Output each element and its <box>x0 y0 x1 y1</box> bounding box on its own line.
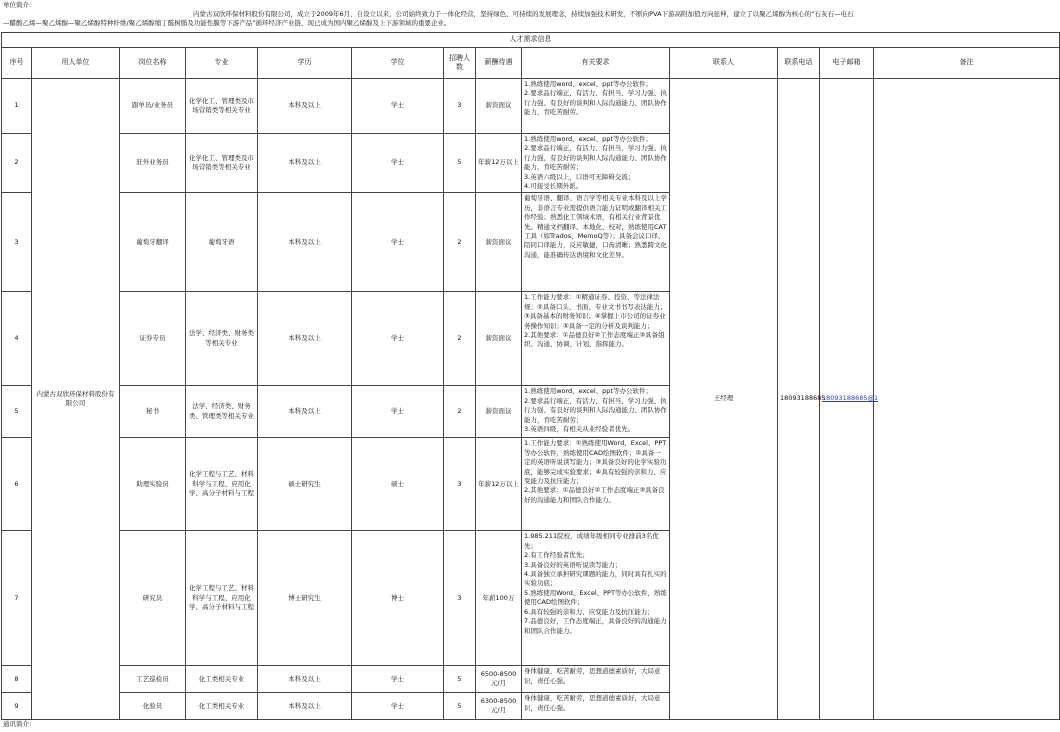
header-cell: 序号 <box>2 48 32 79</box>
intro-text-1: 内蒙古双欣环保材料股份有限公司，成立于2009年6月，自设立以来，公司始终致力于一体化经营，坚持绿色、可持续的发展理念，持续加强技术研发，不断向PVA下游高附加值方向延伸，建立了以聚乙烯醇为核心的“石灰石—电石 <box>193 10 854 18</box>
row-number-cell: 9 <box>2 693 32 720</box>
education-cell: 硕士研究生 <box>258 438 352 531</box>
header-cell: 联系电话 <box>778 48 820 79</box>
company-intro <box>0 0 960 32</box>
degree-cell: 学士 <box>352 693 444 720</box>
salary-cell: 6500-8500元/月 <box>476 666 522 693</box>
position-cell: 驻外业务员 <box>120 134 186 193</box>
salary-cell: 薪资面议 <box>476 193 522 292</box>
talent-demand-table <box>1 32 1060 720</box>
requirement-line: 2.要求品行端正、有活力、有担当、学习力强、执行力强、有良好的谈判和人际沟通能力、团队协作能力，肯吃苦耐劳； <box>524 396 667 424</box>
requirements-cell <box>522 193 670 292</box>
email-cell <box>820 79 879 720</box>
major-cell: 法学、经济类、财务类、管理类等相关专业 <box>186 386 258 438</box>
requirement-line: 2.其他要求：①品德良好②工作态度端正③具备组织、沟通、协调、计划、指挥能力。 <box>524 331 665 349</box>
requirement-line: 6.具有较强的亲和力、应变能力及抗压能力； <box>524 607 654 616</box>
requirement-line: 7.品德良好，工作态度端正，具备良好的沟通能力和团队合作能力。 <box>524 617 667 635</box>
degree-cell: 学士 <box>352 193 444 292</box>
degree-cell: 学士 <box>352 134 444 193</box>
header-cell: 学历 <box>258 48 352 79</box>
headcount-cell: 5 <box>444 134 476 193</box>
headcount-cell: 5 <box>444 693 476 720</box>
salary-cell: 年薪12万以上 <box>476 438 522 531</box>
major-cell: 化学工程与工艺、材料科学与工程、应用化学、高分子材料与工程 <box>186 531 258 666</box>
header-cell: 岗位名称 <box>120 48 186 79</box>
education-cell: 本科及以上 <box>258 292 352 386</box>
contact-person-cell: 王经理 <box>670 79 778 720</box>
header-cell: 专业 <box>186 48 258 79</box>
major-cell: 化工类相关专业 <box>186 693 258 720</box>
requirement-line: 3.英语四级，有相关从业经验者优先。 <box>524 425 635 434</box>
position-cell: 研究员 <box>120 531 186 666</box>
requirements-cell <box>522 292 670 386</box>
degree-cell: 学士 <box>352 292 444 386</box>
requirement-line: 4.可接受长期外派。 <box>524 182 583 191</box>
requirement-line: 身体健康，吃苦耐劳，思想道德素质好，大局意识，责任心强。 <box>524 667 661 685</box>
requirement-line: 1.工作能力要求：①精通证券、投资、等法律法规；②具备口头、书面、专业文书书写表达能力；③具备基本的财务知识；④掌握上市公司的证券业务操作知识；⑤具备一定的分析及谈判能力； <box>524 293 667 330</box>
requirements-cell <box>522 438 670 531</box>
major-cell: 法学、经济类、财务类等相关专业 <box>186 292 258 386</box>
requirement-line: 1.工作能力要求：①熟练使用Word、Excel、PPT等办公软件，熟练使用CAD绘图软件；②具备一定的英语听说读写能力；③具备良好的化学实验功底，能够完成实验要求；④具有较强的亲和力、应变能力及抗压能力； <box>524 439 667 486</box>
row-number-cell: 7 <box>2 531 32 666</box>
requirement-line: 2.要求品行端正、有活力、有担当、学习力强、执行力强、有良好的谈判和人际沟通能力、团队协作能力，肯吃苦耐劳。 <box>524 89 667 117</box>
requirement-line: 3.英语六级以上，口语可无障碍交流； <box>524 172 635 181</box>
education-cell: 本科及以上 <box>258 134 352 193</box>
education-cell: 本科及以上 <box>258 666 352 693</box>
row-number-cell: 2 <box>2 134 32 193</box>
position-cell: 跟单员/业务员 <box>120 79 186 134</box>
degree-cell: 博士 <box>352 531 444 666</box>
degree-cell: 学士 <box>352 79 444 134</box>
degree-cell: 学士 <box>352 666 444 693</box>
education-cell: 本科及以上 <box>258 693 352 720</box>
requirement-line: 1.熟练使用word、excel、ppt等办公软件； <box>524 387 652 396</box>
row-number-cell: 3 <box>2 193 32 292</box>
requirement-line: 2.有工作经验者优先； <box>524 551 589 560</box>
intro-text-2: —醋酸乙烯—聚乙烯醇—聚乙烯醇特种纤维/聚乙烯醇缩丁醛树脂及功能性膜等下游产品”循环经济产业链，现已成为国内聚乙烯醇及上下游领域的重要企业。 <box>3 19 451 27</box>
employer-cell: 内蒙古双欣环保材料股份有限公司 <box>32 79 120 720</box>
requirements-cell <box>522 693 670 720</box>
salary-cell: 6300-8500元/月 <box>476 693 522 720</box>
header-cell: 有关要求 <box>522 48 670 79</box>
requirements-cell <box>522 666 670 693</box>
table-body <box>2 79 1060 720</box>
major-cell: 化学工程与工艺、材料科学与工程、应用化学、高分子材料与工程 <box>186 438 258 531</box>
header-cell: 薪酬待遇 <box>476 48 522 79</box>
requirements-cell <box>522 134 670 193</box>
requirement-line: 1.熟练使用word、excel、ppt等办公软件； <box>524 135 652 143</box>
major-cell: 化学化工、管理类及市场营销类等相关专业 <box>186 134 258 193</box>
requirement-line: 4.具备独立承担研究课题的能力，同时具有扎实的实验功底； <box>524 570 667 588</box>
header-cell: 学位 <box>352 48 444 79</box>
position-cell: 葡萄牙翻译 <box>120 193 186 292</box>
requirement-line: 3.具备良好的英语听说读写能力； <box>524 560 622 569</box>
requirements-cell <box>522 79 670 134</box>
requirement-line: 身体健康，吃苦耐劳，思想道德素质好，大局意识，责任心强。 <box>524 694 661 712</box>
education-cell: 本科及以上 <box>258 193 352 292</box>
education-cell: 本科及以上 <box>258 79 352 134</box>
phone-cell: 18093188685 <box>778 79 820 720</box>
header-cell: 备注 <box>874 48 1060 79</box>
position-cell: 证券专员 <box>120 292 186 386</box>
salary-cell: 年薪100万 <box>476 531 522 666</box>
table-title: 人才需求信息 <box>2 33 1060 48</box>
degree-cell: 学士 <box>352 386 444 438</box>
notes-cell <box>874 79 1060 720</box>
salary-cell: 薪资面议 <box>476 292 522 386</box>
headcount-cell: 2 <box>444 386 476 438</box>
education-cell: 博士研究生 <box>258 531 352 666</box>
requirement-line: 葡萄牙语、翻译、语言学等相关专业本科及以上学历，非语言专业需提供语言能力证明或翻译相关工作经验；熟悉化工领域术语，有相关行业背景优先。精通文档翻译、本地化、校对，熟练使用CAT工具（如Trados、MemoQ等）；具备会议口译、陪同口译能力，反应敏捷，口齿清晰；熟悉跨文化沟通，能准确传达语境和文化差异。 <box>524 194 667 259</box>
table-header-row <box>2 48 1060 79</box>
headcount-cell: 2 <box>444 292 476 386</box>
headcount-cell: 2 <box>444 193 476 292</box>
position-cell: 助理实验员 <box>120 438 186 531</box>
header-cell: 用人单位 <box>32 48 120 79</box>
degree-cell: 硕士 <box>352 438 444 531</box>
headcount-cell: 3 <box>444 79 476 134</box>
table-row <box>2 79 1060 134</box>
headcount-cell: 3 <box>444 438 476 531</box>
header-cell: 联系人 <box>670 48 778 79</box>
row-number-cell: 1 <box>2 79 32 134</box>
row-number-cell: 4 <box>2 292 32 386</box>
salary-cell: 年薪12万以上 <box>476 134 522 193</box>
row-number-cell: 8 <box>2 666 32 693</box>
row-number-cell: 5 <box>2 386 32 438</box>
header-cell: 电子邮箱 <box>820 48 874 79</box>
position-cell: 工艺巡检员 <box>120 666 186 693</box>
requirement-line: 5.熟练使用Word、Excel、PPT等办公软件，熟练使用CAD绘图软件； <box>524 588 667 607</box>
education-cell: 本科及以上 <box>258 386 352 438</box>
requirement-line: 1.熟练使用word、excel、ppt等办公软件； <box>524 80 652 88</box>
major-cell: 化工类相关专业 <box>186 666 258 693</box>
requirement-line: 2.要求品行端正、有活力、有担当、学习力强、执行力强、有良好的谈判和人际沟通能力、团队协作能力，肯吃苦耐劳； <box>524 144 667 172</box>
major-cell: 葡萄牙语 <box>186 193 258 292</box>
intro-label: 单位简介: <box>3 1 32 9</box>
salary-cell: 薪资面议 <box>476 79 522 134</box>
requirements-cell <box>522 531 670 666</box>
requirements-cell <box>522 386 670 438</box>
row-number-cell: 6 <box>2 438 32 531</box>
footer-note: 通讯简介： <box>3 720 36 729</box>
requirement-line: 1.985.211院校，成绩年级相同专业排前3名优先； <box>524 532 659 550</box>
email-link[interactable]: 18093188685@1 <box>822 394 879 403</box>
headcount-cell: 3 <box>444 531 476 666</box>
header-cell: 招聘人数 <box>444 48 476 79</box>
salary-cell: 薪资面议 <box>476 386 522 438</box>
requirement-line: 2.其他要求：①品德良好②工作态度端正③具备良好的沟通能力和团队合作能力。 <box>524 486 665 504</box>
major-cell: 化学化工、管理类及市场营销类等相关专业 <box>186 79 258 134</box>
headcount-cell: 5 <box>444 666 476 693</box>
position-cell: 化验员 <box>120 693 186 720</box>
position-cell: 秘书 <box>120 386 186 438</box>
